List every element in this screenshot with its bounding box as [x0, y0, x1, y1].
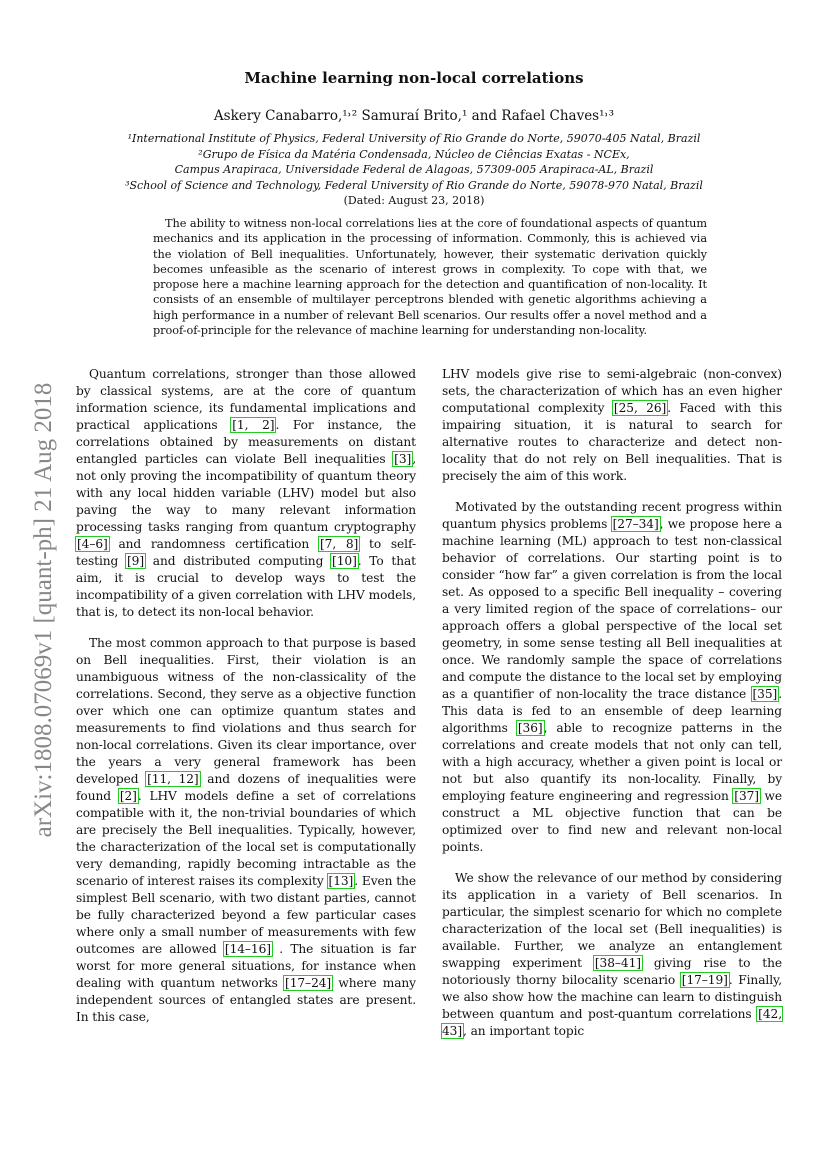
paragraph-text: . The situation is far worst for more general situations, for instance when dealing with quantum networks	[76, 942, 416, 990]
affiliation-3: ³School of Science and Technology, Federal University of Rio Grande do Norte, 59078-970 Natal, Brazil	[125, 178, 703, 192]
paragraph-text: giving rise to the notoriously thorny bilocality scenario	[442, 956, 782, 987]
abstract: The ability to witness non-local correlations lies at the core of foundational aspects of quantum mechanics and its application in the processing of information. Commonly, this is achieved via the violation of Bell inequalities. Unfortunately, however, their systematic derivation quickly becomes unfeasible as the scenario of interest grows in complexity. To cope with that, we propose here a machine learning approach for the detection and quantification of non-locality. It consists of an ensemble of multilayer perceptrons blended with genetic algorithms achieving a high performance in a number of relevant Bell scenarios. Our results offer a novel method and a proof-of-principle for the relevance of machine learning for understanding non-locality.	[153, 217, 707, 338]
paragraph-text: Quantum correlations, stronger than those allowed by classical systems, are at the core of quantum information science, its fundamental implications and practical applications	[76, 367, 416, 432]
paragraph	[76, 635, 416, 1026]
citation-link[interactable]: [11, 12]	[147, 772, 199, 786]
paragraph-text: where many independent sources of entangled states are present. In this case,	[76, 976, 416, 1024]
paragraph	[442, 870, 782, 1040]
affiliation-2: ²Grupo de Física da Matéria Condensada, Núcleo de Ciências Exatas - NCEx,	[198, 147, 630, 161]
citation-link[interactable]: [27–34]	[612, 517, 659, 531]
citation-link[interactable]: [2]	[119, 789, 137, 803]
paragraph-text: and dozens of inequalities were found	[76, 772, 416, 803]
citation-link[interactable]: [4–6]	[77, 537, 108, 551]
author-list: Askery Canabarro,¹˒² Samuraí Brito,¹ and Rafael Chaves¹˒³	[213, 108, 615, 124]
affiliations	[0, 131, 828, 193]
paragraph	[442, 366, 782, 485]
citation-link[interactable]: [35]	[752, 687, 778, 701]
citation-link[interactable]: [3]	[394, 452, 412, 466]
citation-link[interactable]: [14–16]	[224, 942, 271, 956]
paragraph-text: , an important topic	[463, 1024, 585, 1038]
paragraph-text: , we propose here a machine learning (ML) approach to test non-classical behavior of correlations. Our starting point is to consider “how far” a given correlation is from the local set. As opposed to a specific Bell inequality – covering a very limited region of the space of correlations– our approach offers a global perspective of the local set geometry, in some sense testing all Bell inequalities at once. We randomly sample the space of correlations and compute the distance to the local set by employing as a quantifier of non-locality the trace distance	[442, 517, 782, 701]
citation-link[interactable]: [36]	[517, 721, 543, 735]
paragraph-text: to self-testing	[76, 537, 416, 568]
paragraph-text: The most common approach to that purpose is based on Bell inequalities. First, their violation is an unambiguous witness of the non-classicality of the correlations. Second, they serve as a objective function over which one can optimize quantum states and measurements to find violations and thus search for non-local correlations. Given its clear importance, over the years a very general framework has been developed	[76, 636, 416, 786]
paragraph-text: and distributed computing	[145, 554, 332, 568]
citation-link[interactable]: [25, 26]	[613, 401, 667, 415]
paper-title: Machine learning non-local correlations	[244, 69, 584, 87]
citation-link[interactable]: [17–24]	[285, 976, 332, 990]
citation-link[interactable]: [9]	[127, 554, 145, 568]
affiliation-2-cont: Campus Arapiraca, Universidade Federal de Alagoas, 57309-005 Arapiraca-AL, Brazil	[174, 163, 654, 176]
paragraph-text: . LHV models define a set of correlations compatible with it, the non-trivial boundaries of which are precisely the Bell inequalities. Typically, however, the characterization of the local set is computationally very demanding, rapidly becoming intractable as the scenario of interest raises its complexity	[76, 789, 416, 888]
right-column	[442, 366, 782, 1054]
affiliation-1: ¹International Institute of Physics, Federal University of Rio Grande do Norte, 59070-405 Natal, Brazil	[127, 132, 701, 145]
date-line: (Dated: August 23, 2018)	[343, 194, 485, 207]
left-column	[76, 366, 416, 1040]
paragraph-text: We show the relevance of our method by considering its application in a variety of Bell scenarios. In particular, the simplest scenario for which no complete characterization of the local set (Bell inequalities) is available. Further, we analyze an entanglement swapping experiment	[442, 871, 782, 970]
paragraph-text: . Faced with this impairing situation, it is natural to search for alternative routes to characterize and detect non-locality that do not rely on Bell inequalities. That is precisely the aim of this work.	[442, 401, 782, 483]
paragraph-text: LHV models give rise to semi-algebraic (non-convex) sets, the characterization of which has an even higher computational complexity	[442, 367, 782, 415]
citation-link[interactable]: [13]	[328, 874, 354, 888]
citation-link[interactable]: [10]	[332, 554, 357, 568]
paragraph-text: , not only proving the incompatibility of quantum theory with any local hidden variable (LHV) model but also paving the way to many relevant information processing tasks ranging from quantum cryptography	[76, 452, 416, 534]
paragraph-text: . To that aim, it is crucial to develop ways to test the incompatibility of a given correlation with LHV models, that is, to detect its non-local behavior.	[76, 554, 416, 619]
paragraph-text: Motivated by the outstanding recent progress within quantum physics problems	[442, 500, 782, 531]
paragraph-text: we construct a ML objective function that can be optimized over to find new and relevant non-local points.	[442, 789, 782, 854]
paragraph	[76, 366, 416, 621]
citation-link[interactable]: [17–19]	[681, 973, 728, 987]
paragraph-text: and randomness certification	[108, 537, 319, 551]
paragraph-text: . Finally, we also show how the machine can learn to distinguish between quantum and post-quantum correlations	[442, 973, 783, 1021]
paragraph-text: . This data is fed to an ensemble of deep learning algorithms	[442, 687, 782, 735]
citation-link[interactable]: [42, 43]	[442, 1007, 782, 1038]
paragraph-text: . Even the simplest Bell scenario, with two distant parties, cannot be fully characterized beyond a few particular cases where only a small number of measurements with few outcomes are allowed	[76, 874, 416, 956]
paragraph-text: , able to recognize patterns in the correlations and create models that not only can tell, with a high accuracy, whether a given point is local or not but also quantify its non-locality. Finally, by employing feature engineering and regression	[442, 721, 782, 803]
arxiv-identifier-stamp: arXiv:1808.07069v1 [quant-ph] 21 Aug 2018	[30, 382, 57, 838]
citation-link[interactable]: [38–41]	[594, 956, 641, 970]
citation-link[interactable]: [7, 8]	[319, 537, 359, 551]
citation-link[interactable]: [1, 2]	[232, 418, 275, 432]
citation-link[interactable]: [37]	[734, 789, 759, 803]
paragraph-text: . For instance, the correlations obtained by measurements on distant entangled particles can violate Bell inequalities	[76, 418, 416, 466]
paragraph	[442, 499, 782, 856]
